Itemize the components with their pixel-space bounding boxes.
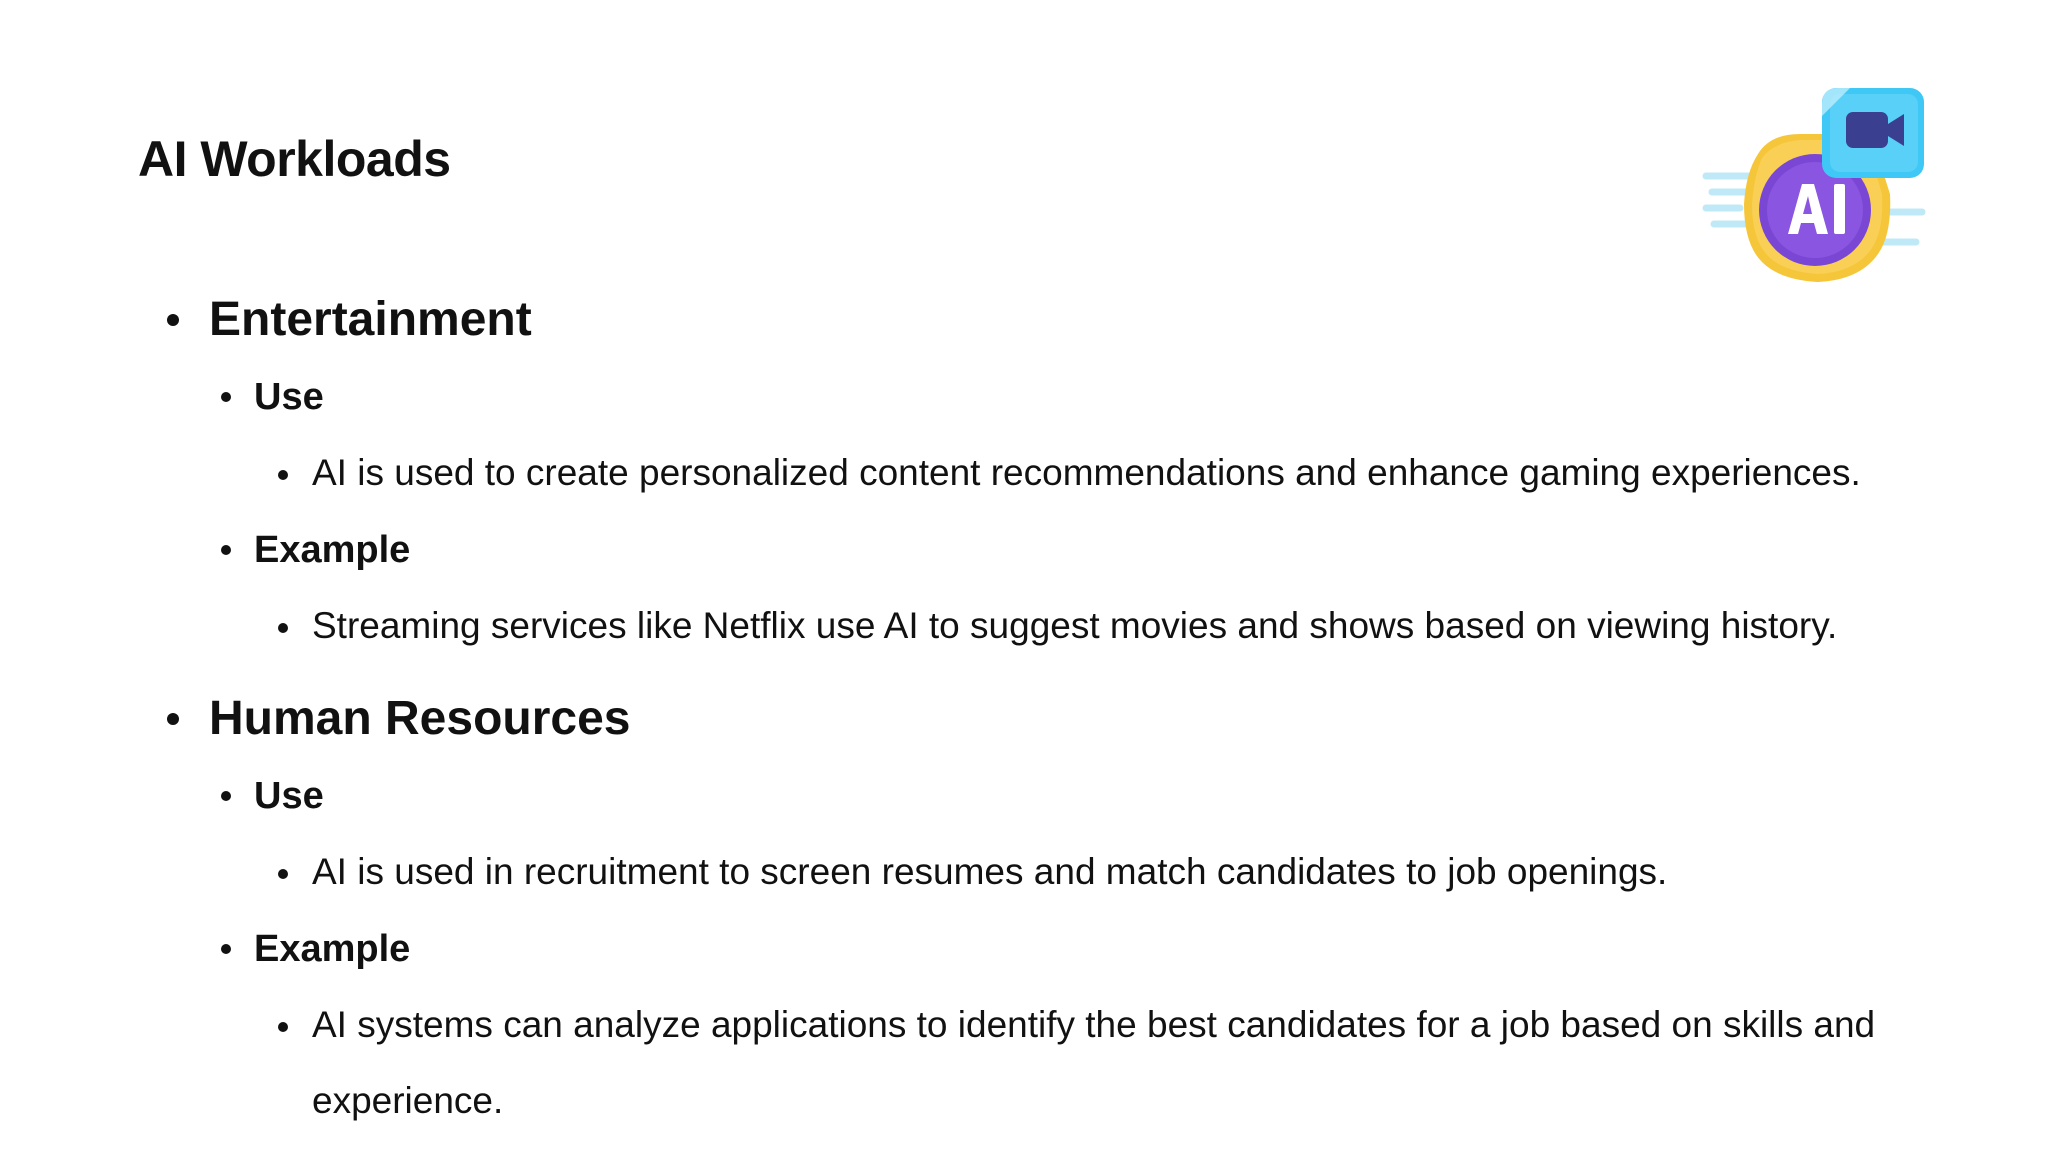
example-label: Example: [254, 928, 411, 970]
bullet-dot: [278, 470, 288, 480]
example-text-line-2: experience.: [312, 1080, 504, 1121]
bullet-dot: [221, 944, 231, 954]
bullet-dot: [278, 623, 288, 633]
bullet-dot: [167, 314, 179, 326]
bullet-dot: [221, 791, 231, 801]
example-label: Example: [254, 529, 411, 571]
use-text: AI is used in recruitment to screen resumes and match candidates to job openings.: [312, 851, 1668, 892]
bullet-dot: [278, 869, 288, 879]
example-text-line-1: AI systems can analyze applications to identify the best candidates for a job based on skills and: [312, 1004, 1876, 1045]
section-heading: Entertainment: [209, 293, 532, 346]
bullet-dot: [278, 1022, 288, 1032]
bullet-dot: [167, 713, 179, 725]
use-text: AI is used to create personalized content recommendations and enhance gaming experiences.: [312, 452, 1861, 493]
use-label: Use: [254, 775, 324, 817]
page-title: AI Workloads: [138, 131, 451, 187]
bullet-dot: [221, 545, 231, 555]
use-label: Use: [254, 376, 324, 418]
example-text: Streaming services like Netflix use AI to suggest movies and shows based on viewing history.: [312, 605, 1838, 646]
ai-video-icon: [1700, 84, 1930, 296]
section-heading: Human Resources: [209, 692, 631, 745]
bullet-dot: [221, 392, 231, 402]
